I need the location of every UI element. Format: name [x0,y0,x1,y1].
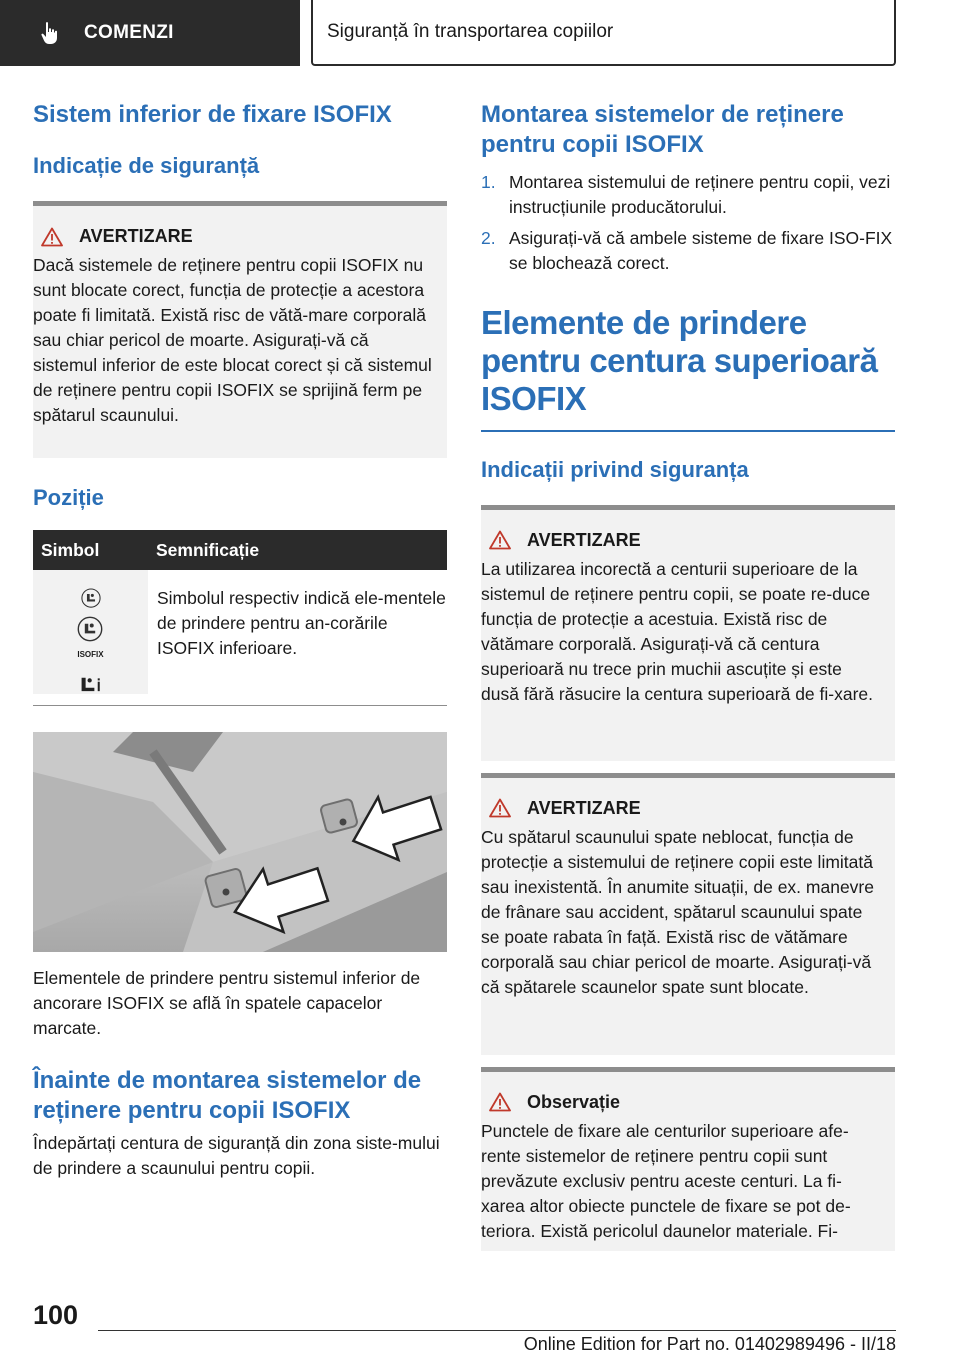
edition-text: Online Edition for Part no. 01402989496 - II/18 [523,1334,896,1354]
list-item [481,170,895,220]
safety-indications-heading: Indicații privind siguranța [481,456,749,482]
chapter-title-box [311,0,896,66]
warning-triangle-icon [489,798,511,818]
note-header [481,1092,883,1113]
warning-text: La utilizarea incorectă a centurii superioare de la sistemul de reținere pentru copii, se poate re-duce funcția de protecție a acestuia. Există risc de vătămare corporală. Asigurați-vă că centura superioară nu trece prin muchii ascuțite și este dusă fără răsucire la centura superioară de fi-xare. [481,558,874,704]
section-title-isofix-lower: Sistem inferior de fixare ISOFIX [33,101,392,128]
step-text: Asigurați-vă că ambele sisteme de fixare ISO-FIX se blochează corect. [509,228,893,273]
child-seat-info-icon [74,675,108,694]
footer-rule [98,1330,896,1331]
warning-text: Dacă sistemele de reținere pentru copii ISOFIX nu sunt blocate corect, funcția de protecție a acestora poate fi limitată. Există risc de vătă-mare corporală sau chiar pericol de moarte. Asigurați-vă că sistemul inferior de este blocat corect și că sistemul de reținere pentru copii ISOFIX se sprijină ferm pe spătarul scaunului. [33,255,432,425]
before-mounting-heading: Înainte de montarea sistemelor de reținere pentru copii ISOFIX [33,1067,422,1124]
chapter-title: Siguranță în transportarea copiilor [327,21,614,42]
before-mounting-text: Îndepărtați centura de siguranță din zona siste-mului de prindere a scaunului pentru copii. [33,1133,440,1178]
safety-heading: Indicație de siguranță [33,153,260,178]
right-column [481,100,895,1251]
warning-label: AVERTIZARE [527,529,641,550]
note-text: Punctele de fixare ale centurilor superioare afe-rente sistemelor de reținere pentru copii sunt prevăzute exclusiv pentru aceste centuri. La fi-xarea altor obiecte punctele de fixare se pot de-teriora. Există pericolul daunelor materiale. Fi- [481,1120,851,1241]
table-header-row [33,530,447,570]
section-tab[interactable] [0,0,300,66]
symbol-cell [33,570,148,694]
meaning-cell: Simbolul respectiv indică ele-mentele de prindere pentru an-corările ISOFIX inferioare. [157,588,446,658]
warning-label: AVERTIZARE [79,226,193,246]
warning-text: Cu spătarul scaunului spate neblocat, funcția de protecție a sistemului de reținere copii este limitată sau inexistentă. În anumite situații, de ex. manevre de frânare sau accident, spătarul scaunului spate se poate rabata în față. Există risc de vătămare corporală sau chiar pericol de moarte. Asigurați-vă că spătarele scaunelor spate sunt blocate. [481,826,874,997]
table-divider [33,705,447,706]
list-item [481,226,895,276]
table-header-meaning: Semnificație [148,530,447,570]
warning-triangle-icon [489,530,511,550]
warning-label: AVERTIZARE [527,797,641,818]
table-header-symbol: Simbol [33,530,148,570]
child-seat-icon [76,588,106,608]
mounting-heading: Montarea sistemelor de reținere pentru copii ISOFIX [481,101,844,158]
warning-header [481,530,883,551]
warning-header [33,226,435,247]
step-number: 1. [481,172,496,192]
page-footer [0,1290,960,1362]
table-row [33,570,447,694]
section-label: COMENZI [84,22,174,43]
warning-triangle-icon [489,1092,511,1112]
left-column [33,100,447,1181]
page-number: 100 [33,1300,79,1330]
hand-pointer-icon [38,20,64,46]
warning-box [33,201,447,458]
child-seat-isofix-icon [77,616,103,642]
warning-box [481,773,895,1055]
warning-box [481,505,895,761]
page-header [0,0,960,66]
warning-triangle-icon [41,227,63,247]
note-label: Observație [527,1091,621,1112]
note-box [481,1067,895,1251]
top-tether-heading: Elemente de prindere pentru centura superioară ISOFIX [481,304,878,417]
isofix-symbol-text: ISOFIX [77,650,104,660]
isofix-anchor-photo [33,732,447,952]
isofix-symbol [77,616,103,667]
photo-caption: Elementele de prindere pentru sistemul inferior de ancorare ISOFIX se află în spatele capacelor marcate. [33,968,421,1038]
seat-illustration [33,732,447,952]
mounting-steps [481,170,895,276]
step-number: 2. [481,228,496,248]
symbol-table [33,530,447,694]
step-text: Montarea sistemului de reținere pentru copii, vezi instrucțiunile producătorului. [509,172,891,217]
warning-header [481,798,883,819]
position-heading: Poziție [33,485,104,510]
heading-underline [481,430,895,432]
